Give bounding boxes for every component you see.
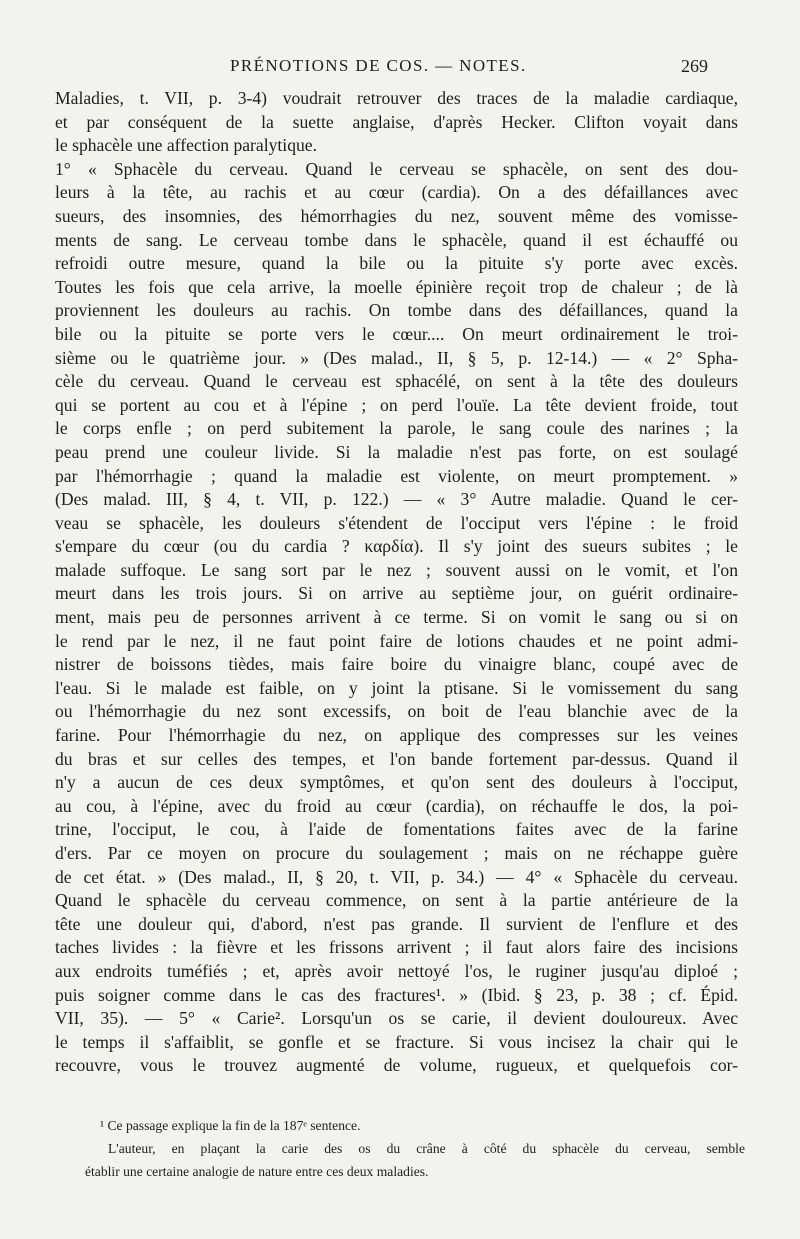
text-line: au cou, à l'épine, avec du froid au cœur (cardia), on réchauffe le dos, la poi- (55, 795, 738, 816)
text-line: l'eau. Si le malade est faible, on y joint la ptisane. Si le vomissement du sang (55, 677, 738, 698)
text-line: par l'hémorrhagie ; quand la maladie est violente, on meurt promptement. » (55, 465, 738, 486)
text-line: trine, l'occiput, le cou, à l'aide de fomentations faites avec de la farine (55, 819, 738, 840)
text-line: nistrer de boissons tièdes, mais faire boire du vinaigre blanc, coupé avec de (55, 654, 738, 675)
text-line: le rend par le nez, il ne faut point faire de lotions chaudes et ne point admi- (55, 630, 738, 651)
text-line: le temps il s'affaiblit, se gonfle et se fracture. Si vous incisez la chair qui le (55, 1031, 738, 1052)
text-line: taches livides : la fièvre et les frissons arrivent ; il faut alors faire des incisions (55, 937, 738, 958)
text-line: recouvre, vous le trouvez augmenté de volume, rugueux, et quelquefois cor- (55, 1055, 738, 1076)
text-line: bile ou la pituite se porte vers le cœur.... On meurt ordinairement le troi- (55, 323, 738, 344)
text-line: de cet état. » (Des malad., II, § 20, t. VII, p. 34.) — 4° « Sphacèle du cerveau. (55, 866, 738, 887)
text-line: puis soigner comme dans le cas des fractures¹. » (Ibid. § 23, p. 38 ; cf. Épid. (55, 984, 738, 1005)
text-line: le corps enfle ; on perd subitement la parole, le sang coule des narines ; la (55, 418, 738, 439)
text-line: Maladies, t. VII, p. 3-4) voudrait retrouver des traces de la maladie cardiaque, (55, 88, 738, 108)
text-line: ou l'hémorrhagie du nez sont excessifs, on boit de l'eau blanchie avec de la (55, 701, 738, 722)
text-line: meurt dans les trois jours. Si on arrive au septième jour, on guérit ordinaire- (55, 583, 738, 604)
text-line: sueurs, des insomnies, des hémorrhagies du nez, souvent même des vomisse- (55, 205, 738, 226)
text-line: Quand le sphacèle du cerveau commence, on sent à la partie antérieure de la (55, 890, 738, 911)
text-line: VII, 35). — 5° « Carie². Lorsqu'un os se carie, il devient douloureux. Avec (55, 1008, 738, 1029)
text-line: veau se sphacèle, les douleurs s'étendent de l'occiput vers l'épine : le froid (55, 512, 738, 533)
running-title: PRÉNOTIONS DE COS. — NOTES. (230, 56, 527, 75)
text-line: d'ers. Par ce moyen on procure du soulagement ; mais on ne réchappe guère (55, 843, 738, 863)
text-line: le sphacèle une affection paralytique. (55, 135, 317, 156)
footnote-2-line-1: L'auteur, en plaçant la carie des os du crâne à côté du sphacèle du cerveau, semble (108, 1141, 745, 1156)
text-line: et par conséquent de la suette anglaise, d'après Hecker. Clifton voyait dans (55, 111, 738, 132)
text-line: proviennent les douleurs au rachis. On tombe dans des défaillances, quand la (55, 300, 738, 321)
text-line: s'empare du cœur (ou du cardia ? καρδία). Il s'y joint des sueurs subites ; le (55, 536, 738, 557)
main-text (55, 87, 738, 1078)
text-line: n'y a aucun de ces deux symptômes, et qu'on sent des douleurs à l'occiput, (55, 772, 738, 793)
footnote-2-line-2: établir une certaine analogie de nature entre ces deux maladies. (85, 1164, 429, 1179)
footnote-1: ¹ Ce passage explique la fin de la 187ᵉ sentence. (100, 1118, 361, 1133)
text-line: Toutes les fois que cela arrive, la moelle épinière reçoit trop de chaleur ; de là (55, 276, 738, 297)
text-line: ments de sang. Le cerveau tombe dans le sphacèle, quand il est échauffé ou (55, 229, 738, 250)
text-line: aux endroits tuméfiés ; et, après avoir nettoyé l'os, le ruginer jusqu'au diploé ; (55, 960, 738, 981)
text-line: malade suffoque. Le sang sort par le nez ; souvent aussi on le vomit, et l'on (55, 559, 738, 580)
footnotes (85, 1114, 745, 1183)
text-line: ment, mais peu de personnes arrivent à ce terme. Si on vomit le sang ou si on (55, 607, 738, 628)
text-line: 1° « Sphacèle du cerveau. Quand le cerveau se sphacèle, on sent des dou- (55, 158, 738, 179)
text-line: farine. Pour l'hémorrhagie du nez, on applique des compresses sur les veines (55, 725, 738, 746)
text-line: cèle du cerveau. Quand le cerveau est sphacélé, on sent à la tête des douleurs (55, 371, 738, 392)
text-line: qui se portent au cou et à l'épine ; on perd l'ouïe. La tête devient froide, tout (55, 394, 738, 415)
text-line: leurs à la tête, au rachis et au cœur (cardia). On a des défaillances avec (55, 182, 738, 203)
text-line: sième ou le quatrième jour. » (Des malad., II, § 5, p. 12-14.) — « 2° Spha- (55, 347, 738, 368)
text-line: (Des malad. III, § 4, t. VII, p. 122.) — « 3° Autre maladie. Quand le cer- (55, 489, 738, 510)
text-line: du bras et sur celles des tempes, et l'on bande fortement par-dessus. Quand il (55, 748, 738, 769)
page-header (55, 56, 708, 82)
text-line: tête une douleur qui, d'abord, n'est pas grande. Il survient de l'enflure et des (55, 913, 738, 934)
text-line: refroidi outre mesure, quand la bile ou la pituite s'y porte avec excès. (55, 253, 738, 274)
page-number: 269 (681, 56, 708, 76)
text-line: peau prend une couleur livide. Si la maladie n'est pas forte, on est soulagé (55, 441, 738, 462)
